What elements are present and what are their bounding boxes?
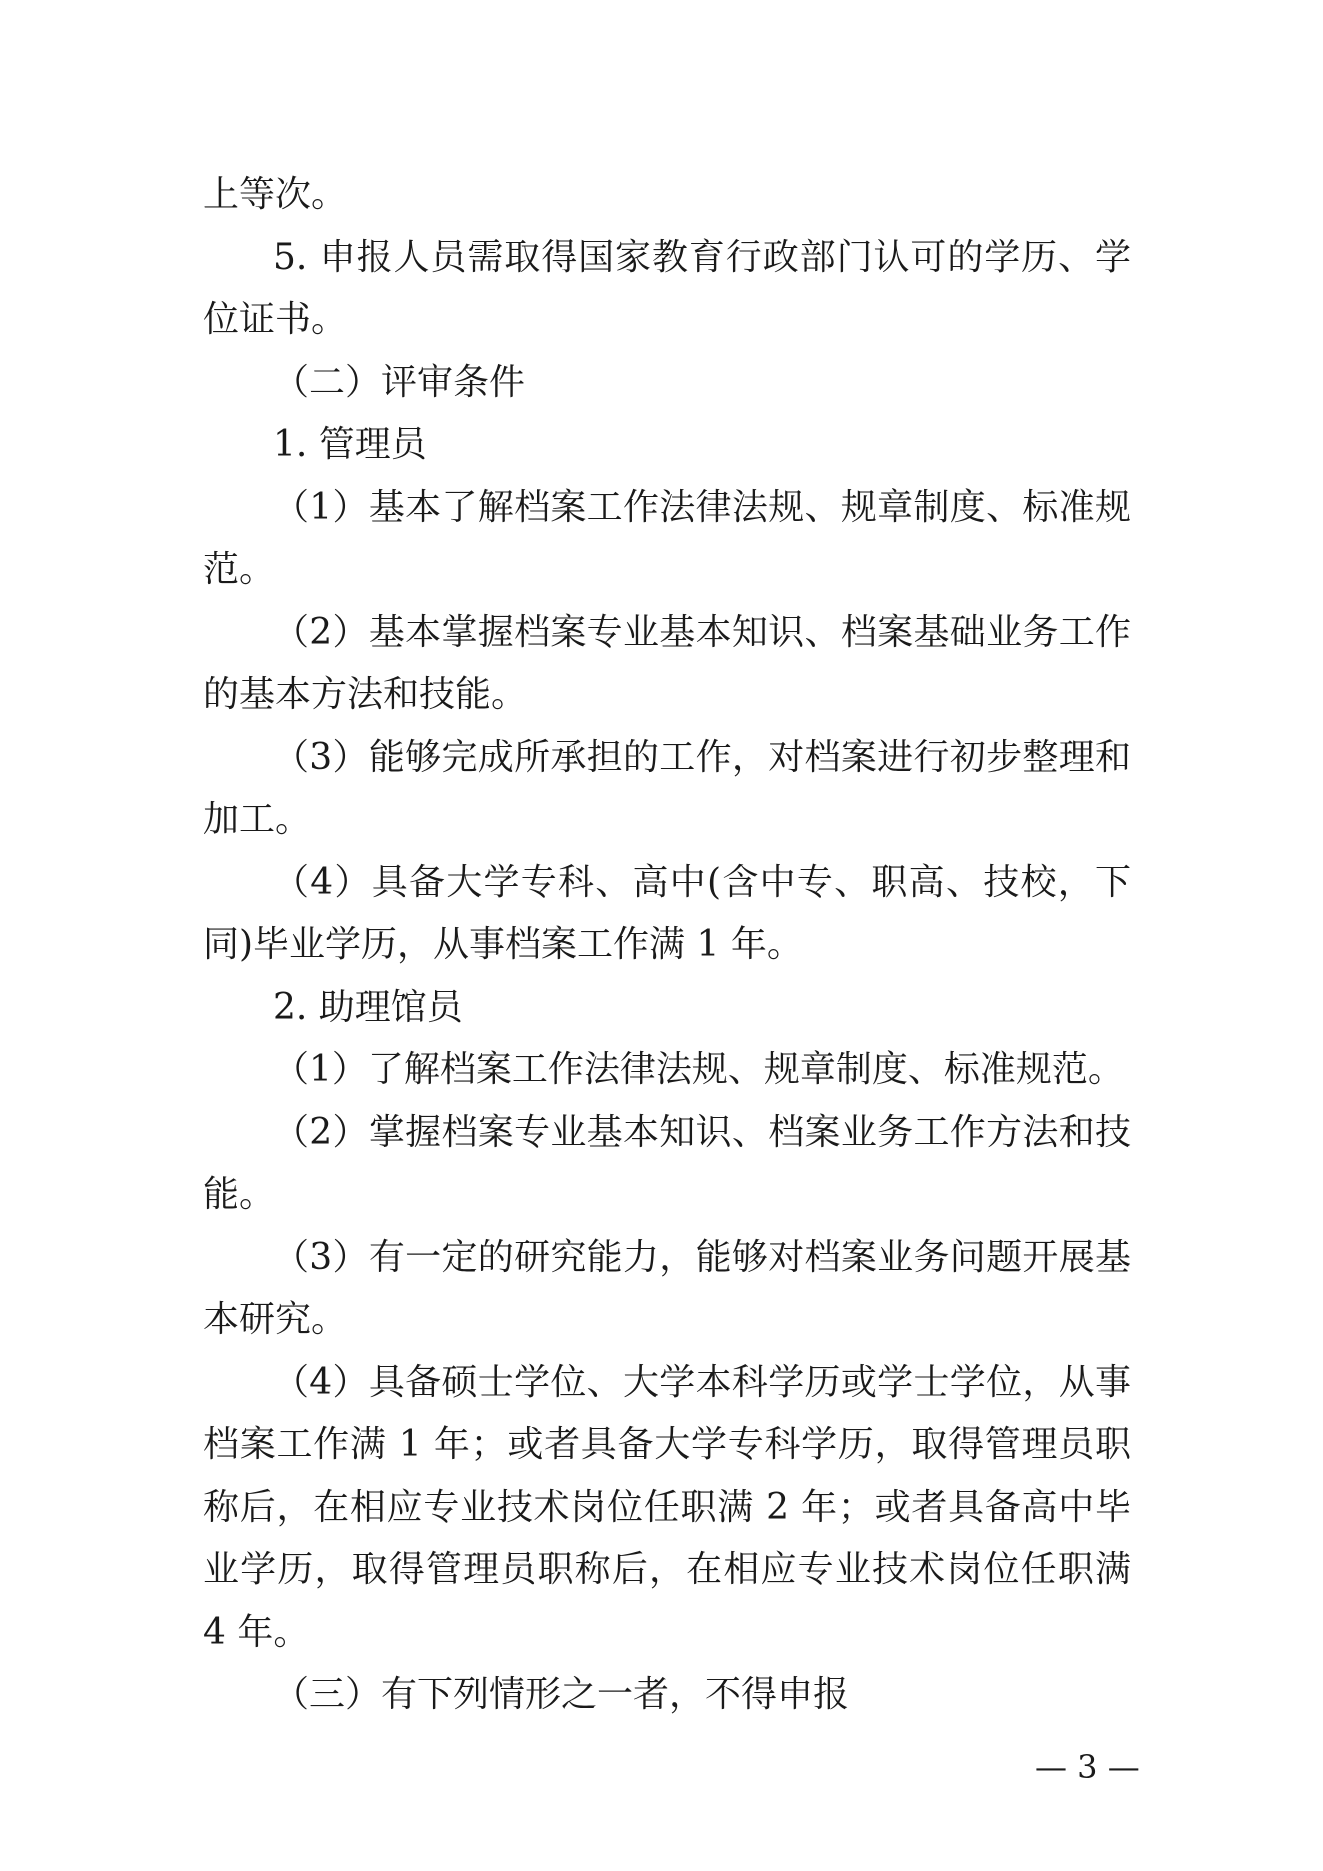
section-heading: （二）评审条件	[273, 361, 526, 403]
paragraph: 上等次。	[203, 174, 348, 215]
paragraph: （4）具备硕士学位、大学本科学历或学士学位，从事档案工作满 1 年；或者具备大学专科学历，取得管理员职称后，在相应专业技术岗位任职满 2 年；或者具备高中毕业学历，取得管理员职称后，在相应专业技术岗位任职满 4 年。	[203, 1361, 1131, 1653]
subheading: 2. 助理馆员	[273, 986, 463, 1028]
paragraph: （1）了解档案工作法律法规、规章制度、标准规范。	[273, 1049, 1124, 1090]
subheading: 1. 管理员	[273, 424, 427, 465]
section-heading: （三）有下列情形之一者，不得申报	[273, 1674, 850, 1715]
body-text	[203, 164, 1131, 1727]
paragraph: 5. 申报人员需取得国家教育行政部门认可的学历、学位证书。	[203, 236, 1131, 340]
paragraph: （2）基本掌握档案专业基本知识、档案基础业务工作的基本方法和技能。	[203, 611, 1131, 715]
page-number: — 3 —	[1035, 1748, 1140, 1786]
paragraph: （4）具备大学专科、高中(含中专、职高、技校，下同)毕业学历，从事档案工作满 1 年。	[203, 861, 1131, 965]
paragraph: （1）基本了解档案工作法律法规、规章制度、标准规范。	[203, 486, 1131, 590]
paragraph: （2）掌握档案专业基本知识、档案业务工作方法和技能。	[203, 1111, 1131, 1215]
paragraph: （3）有一定的研究能力，能够对档案业务问题开展基本研究。	[203, 1236, 1131, 1340]
paragraph: （3）能够完成所承担的工作，对档案进行初步整理和加工。	[203, 736, 1131, 840]
